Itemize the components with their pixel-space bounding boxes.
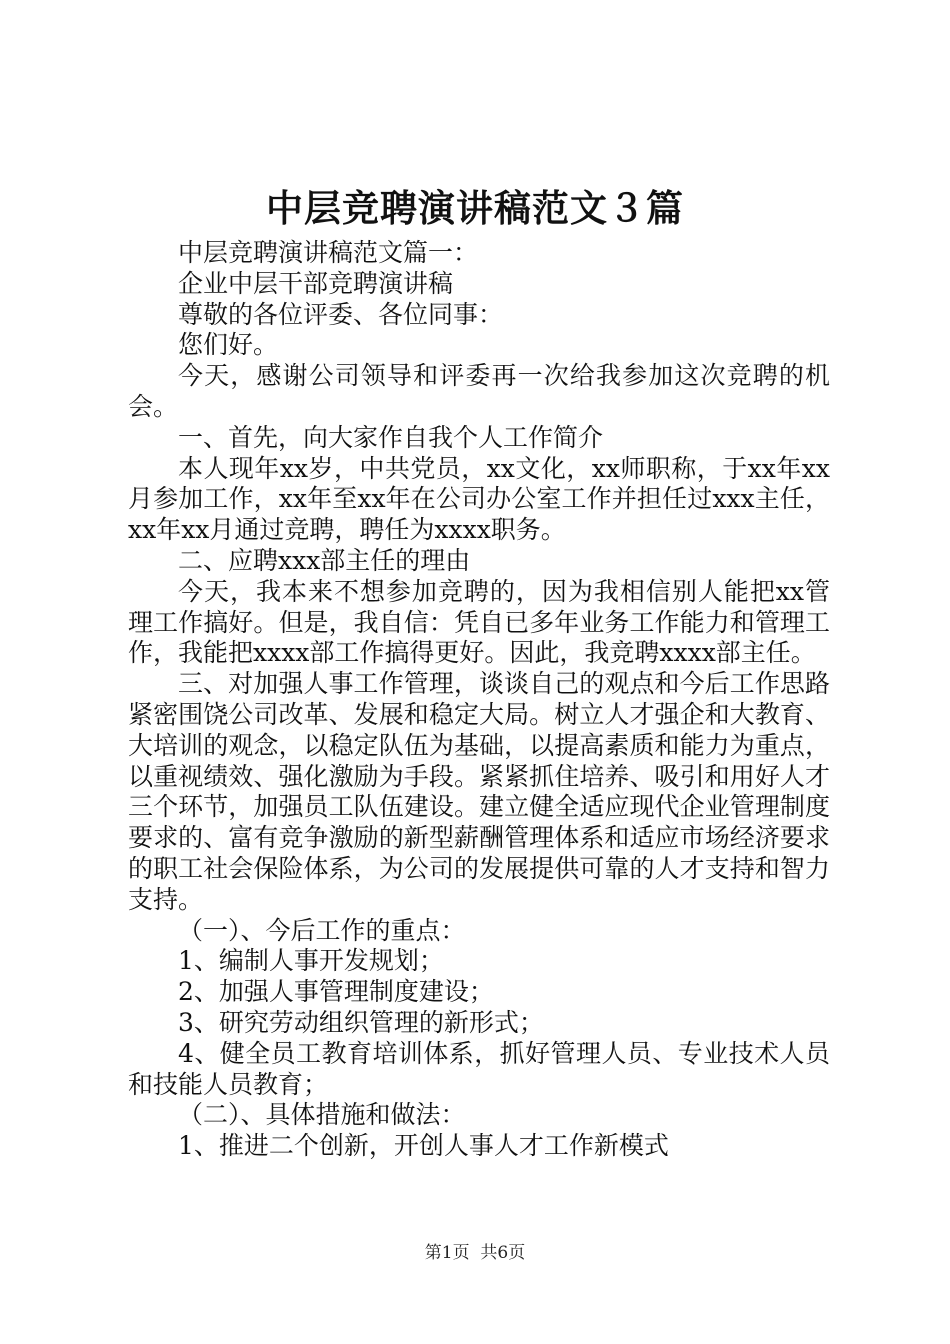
paragraph: 今天，感谢公司领导和评委再一次给我参加这次竞聘的机会。 xyxy=(128,361,830,421)
paragraph: 中层竞聘演讲稿范文篇一： xyxy=(178,238,479,267)
document-body xyxy=(128,238,830,1162)
page-number-label: 第1页 共6页 xyxy=(424,1243,526,1263)
paragraph: 尊敬的各位评委、各位同事： xyxy=(178,299,504,329)
document-title: 中层竞聘演讲稿范文３篇 xyxy=(266,186,684,230)
paragraph: 4、健全员工教育培训体系，抓好管理人员、专业技术人员和技能人员教育； xyxy=(128,1038,830,1099)
paragraph: （一）、今后工作的重点： xyxy=(178,915,466,945)
page-footer xyxy=(0,1240,950,1266)
paragraph: （二）、具体措施和做法： xyxy=(178,1100,466,1130)
paragraph: 2、加强人事管理制度建设； xyxy=(178,977,494,1007)
paragraph: 本人现年xx岁，中共党员，xx文化，xx师职称，于xx年xx月参加工作，xx年至xx年在公司办公室工作并担任过xxx主任，xx年xx月通过竞聘，聘任为xxxx职务。 xyxy=(128,453,830,545)
paragraph: 二、应聘xxx部主任的理由 xyxy=(178,545,471,575)
paragraph: 您们好。 xyxy=(178,330,279,360)
paragraph: 三、对加强人事工作管理，谈谈自己的观点和今后工作思路紧密围饶公司改革、发展和稳定大局。树立人才强企和大教育、大培训的观念，以稳定队伍为基础，以提高素质和能力为重点，以重视绩效、强化激励为手段。紧紧抓住培养、吸引和用好人才三个环节，加强员工队伍建设。建立健全适应现代企业管理制度要求的、富有竞争激励的新型薪酬管理体系和适应市场经济要求的职工社会保险体系，为公司的发展提供可靠的人才支持和智力支持。 xyxy=(128,669,830,914)
paragraph: 一、首先，向大家作自我个人工作简介 xyxy=(178,422,604,452)
paragraph: 1、推进二个创新，开创人事人才工作新模式 xyxy=(178,1131,669,1161)
paragraph: 1、编制人事开发规划； xyxy=(178,946,444,976)
paragraph: 3、研究劳动组织管理的新形式； xyxy=(178,1007,544,1037)
paragraph: 今天，我本来不想参加竞聘的，因为我相信别人能把xx管理工作搞好。但是，我自信：凭自已多年业务工作能力和管理工作，我能把xxxx部工作搞得更好。因此，我竞聘xxxx部主任。 xyxy=(128,576,830,668)
paragraph: 企业中层干部竞聘演讲稿 xyxy=(178,268,454,298)
